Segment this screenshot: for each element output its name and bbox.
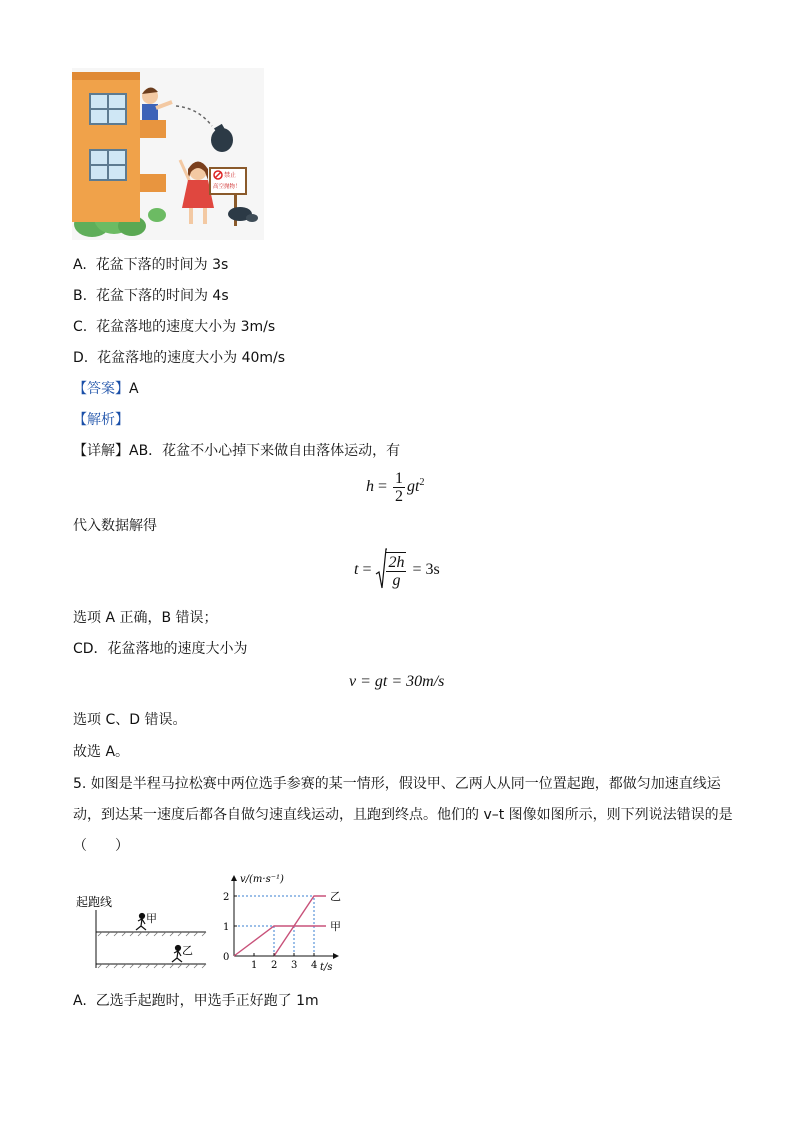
start-line-label: 起跑线 [76,895,113,909]
q5-option-a: A. 乙选手起跑时，甲选手正好跑了 1m [73,993,319,1009]
option-d: D. 花盆落地的速度大小为 40m/s [73,350,286,366]
option-a: A. 花盆下落的时间为 3s [73,257,229,273]
x-tick-2: 2 [271,960,278,971]
detail-line-6: 故选 A。 [73,744,130,760]
vt-chart [214,870,344,976]
sign-text-1: 禁止 [224,172,237,179]
analysis-tag: 【解析】 [73,412,129,428]
answer-line: 【答案】A [73,381,139,397]
x-tick-4: 4 [311,960,318,971]
option-b: B. 花盆下落的时间为 4s [73,288,229,304]
option-c: C. 花盆落地的速度大小为 3m/s [73,319,276,335]
equation-velocity: v = gt = 30m/s [349,673,445,690]
x-tick-3: 3 [291,960,298,971]
q5-line-1: 5. 如图是半程马拉松赛中两位选手参赛的某一情形，假设甲、乙两人从同一位置起跑，都做匀加速直线运 [73,776,721,792]
detail-line-5: 选项 C、D 错误。 [73,712,187,728]
runner-a-icon [136,914,146,931]
detail-line-1: 【详解】AB．花盆不小心掉下来做自由落体运动，有 [73,443,401,459]
series-label-1: 乙 [330,890,341,903]
q5-line-3: （ ） [73,838,129,854]
y-tick-1: 1 [223,922,230,933]
runner-b-icon [172,946,182,963]
series-label-0: 甲 [330,920,341,933]
equation-free-fall: h = $\frac{1}{2}$ $gt^2$ [366,470,425,505]
y-axis-label: v/(m·s⁻¹) [240,874,284,885]
q5-line-2: 动，到达某一速度后都各自做匀速直线运动，且跑到终点。他们的 v–t 图像如图所示，则下列说法错误的是 [73,807,733,823]
runner-a-label: 甲 [146,912,157,925]
y-tick-2: 2 [223,892,230,903]
track-diagram [72,888,212,974]
illustration-high-altitude-throwing [72,68,264,240]
x-axis-label: t/s [320,962,333,973]
detail-line-3: 选项 A 正确，B 错误； [73,610,218,626]
detail-line-2: 代入数据解得 [73,518,157,534]
series-line-0 [234,926,326,956]
sign-text-2: 高空抛物！ [213,184,241,190]
runner-b-label: 乙 [182,944,193,957]
equation-time: t = $\frac{2h}{g}$ = 3s [354,548,440,592]
x-tick-1: 1 [251,960,258,971]
origin-label: 0 [223,952,230,963]
detail-line-4: CD．花盆落地的速度大小为 [73,641,248,657]
